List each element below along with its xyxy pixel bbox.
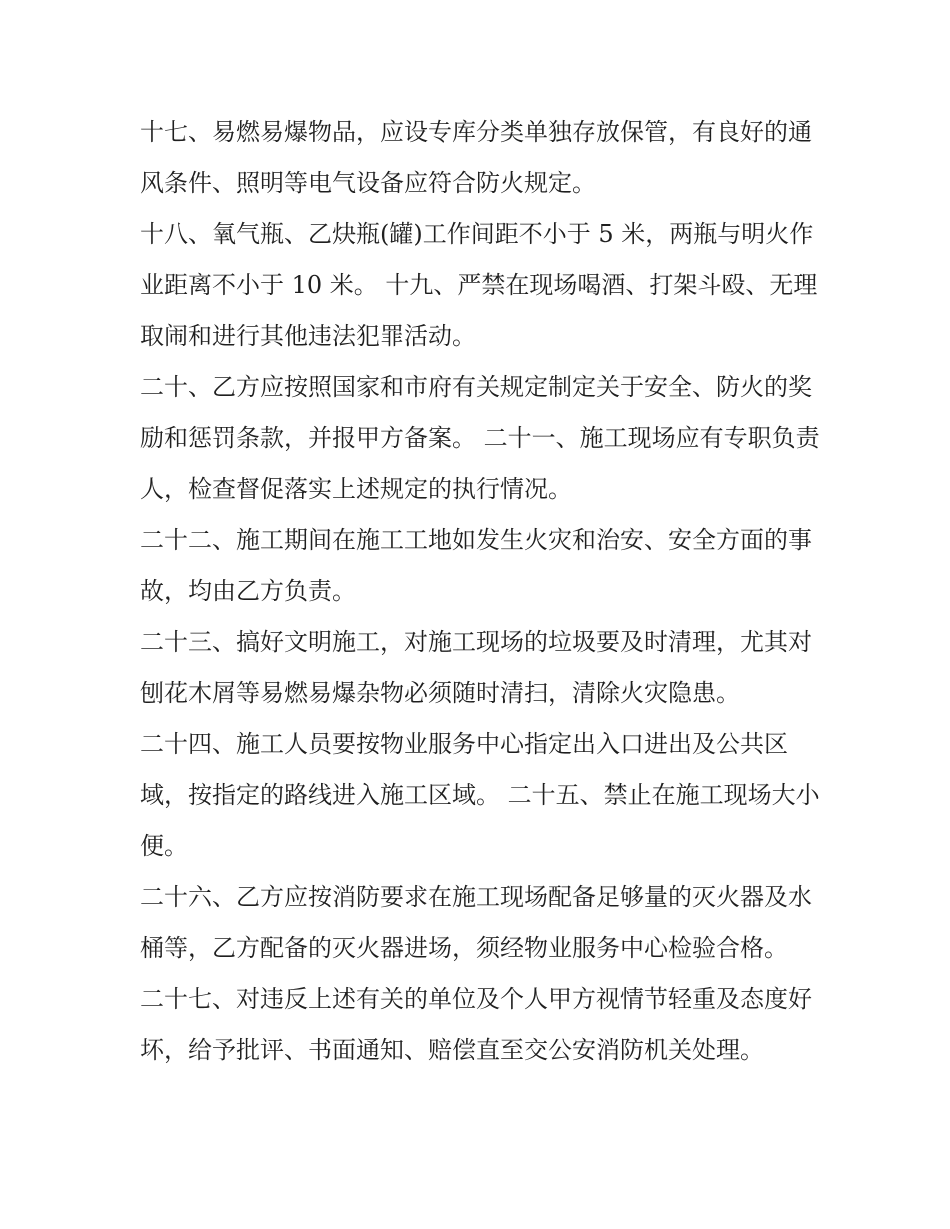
paragraph-item-27: 二十七、对违反上述有关的单位及个人甲方视情节轻重及态度好坏，给予批评、书面通知、赔偿直至交公安消防机关处理。 <box>140 985 812 1064</box>
paragraph-item-26: 二十六、乙方应按消防要求在施工现场配备足够量的灭火器及水桶等，乙方配备的灭火器进场，须经物业服务中心检验合格。 <box>140 883 812 962</box>
paragraph-item-23: 二十三、搞好文明施工，对施工现场的垃圾要及时清理，尤其对刨花木屑等易燃易爆杂物必须随时清扫，清除火灾隐患。 <box>140 628 812 707</box>
paragraph-item-18-19: 十八、氧气瓶、乙炔瓶(罐)工作间距不小于 5 米，两瓶与明火作业距离不小于 10 米。 十九、严禁在现场喝酒、打架斗殴、无理取闹和进行其他违法犯罪活动。 <box>140 220 818 350</box>
paragraph-item-24-25: 二十四、施工人员要按物业服务中心指定出入口进出及公共区域，按指定的路线进入施工区域。 二十五、禁止在施工现场大小便。 <box>140 730 820 860</box>
document-page <box>140 107 820 1076</box>
paragraph-item-20-21: 二十、乙方应按照国家和市府有关规定制定关于安全、防火的奖励和惩罚条款，并报甲方备案。 二十一、施工现场应有专职负责人，检查督促落实上述规定的执行情况。 <box>140 373 820 503</box>
paragraph-item-22: 二十二、施工期间在施工工地如发生火灾和治安、安全方面的事故，均由乙方负责。 <box>140 526 812 605</box>
paragraph-item-17: 十七、易燃易爆物品，应设专库分类单独存放保管，有良好的通风条件、照明等电气设备应符合防火规定。 <box>140 118 812 197</box>
